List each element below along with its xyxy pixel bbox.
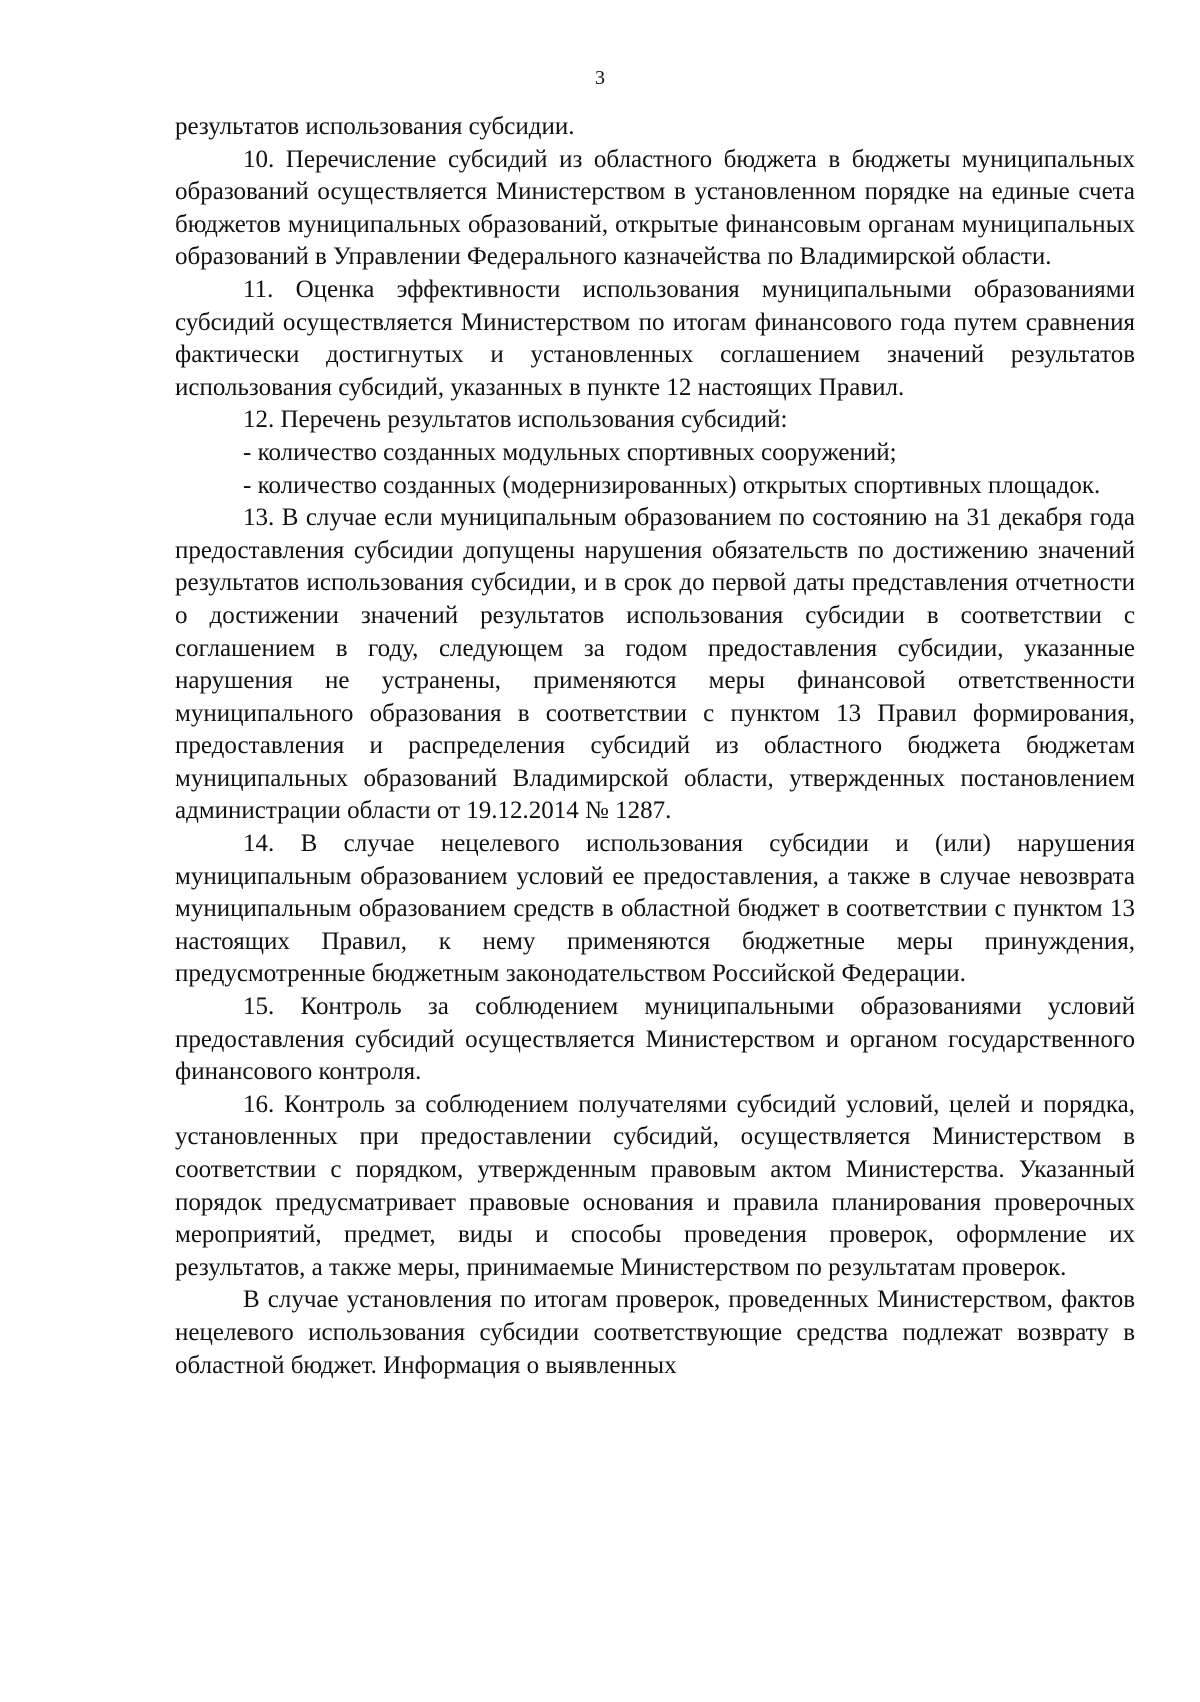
page-number: 3 xyxy=(595,67,605,89)
paragraph-16: 16. Контроль за соблюдением получателями субсидий условий, целей и порядка, установленных при предоставлении субсидий, осуществляется Министерством в соответствии с порядком, утвержденным правовым актом Министерства. Указанный порядок предусматривает правовые основания и правила планирования проверочных мероприятий, предмет, виды и способы проведения проверок, оформление их результатов, а также меры, принимаемые Министерством по результатам проверок. xyxy=(175,1090,1135,1281)
paragraph-11: 11. Оценка эффективности использования муниципальными образованиями субсидий осуществляется Министерством по итогам финансового года путем сравнения фактически достигнутых и установленных соглашением значений результатов использования субсидий, указанных в пункте 12 настоящих Правил. xyxy=(175,275,1135,401)
paragraph-13: 13. В случае если муниципальным образованием по состоянию на 31 декабря года предоставления субсидии допущены нарушения обязательств по достижению значений результатов использования субсидии, и в срок до первой даты представления отчетности о достижении значений результатов использования субсидии в соответствии с соглашением в году, следующем за годом предоставления субсидии, указанные нарушения не устранены, применяются меры финансовой ответственности муниципального образования в соответствии с пунктом 13 Правил формирования, предоставления и распределения субсидий из областного бюджета бюджетам муниципальных образований Владимирской области, утвержденных постановлением администрации области от 19.12.2014 № 1287. xyxy=(175,504,1135,825)
paragraph-15: 15. Контроль за соблюдением муниципальными образованиями условий предоставления субсидий осуществляется Министерством и органом государственного финансового контроля. xyxy=(175,993,1135,1086)
list-item-open-sports-grounds: - количество созданных (модернизированных) открытых спортивных площадок. xyxy=(243,471,1101,499)
paragraph-16-continuation: В случае установления по итогам проверок, проведенных Министерством, фактов нецелевого использования субсидии соответствующие средства подлежат возврату в областной бюджет. Информация о выявленных xyxy=(175,1286,1135,1379)
paragraph-12: 12. Перечень результатов использования субсидий: xyxy=(243,406,788,434)
document-body xyxy=(175,111,1135,1382)
paragraph-14: 14. В случае нецелевого использования субсидии и (или) нарушения муниципальным образованием условий ее предоставления, а также в случае невозврата муниципальным образованием средств в областной бюджет в соответствии с пунктом 13 настоящих Правил, к нему применяются бюджетные меры принуждения, предусмотренные бюджетным законодательством Российской Федерации. xyxy=(175,830,1135,988)
paragraph-continuation: результатов использования субсидии. xyxy=(175,113,575,140)
paragraph-10: 10. Перечисление субсидий из областного бюджета в бюджеты муниципальных образований осуществляется Министерством в установленном порядке на единые счета бюджетов муниципальных образований, открытые финансовым органам муниципальных образований в Управлении Федерального казначейства по Владимирской области. xyxy=(175,145,1135,271)
list-item-modular-facilities: - количество созданных модульных спортивных сооружений; xyxy=(243,438,897,466)
